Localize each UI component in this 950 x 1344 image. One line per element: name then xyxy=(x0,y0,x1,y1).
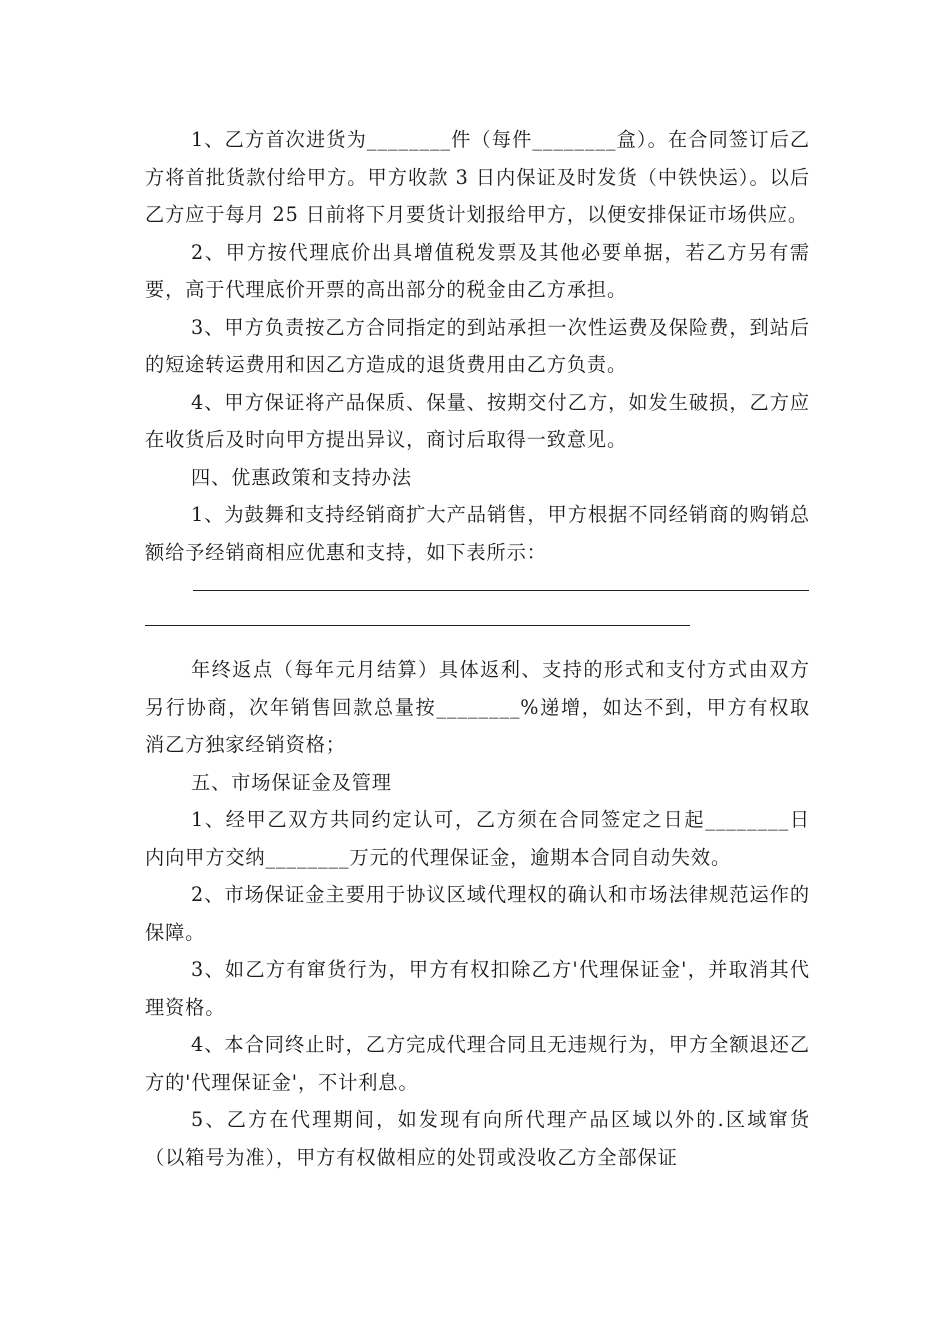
clause-paragraph: 3、如乙方有窜货行为，甲方有权扣除乙方'代理保证金'，并取消其代理资格。 xyxy=(145,958,810,1019)
clause-paragraph: 2、市场保证金主要用于协议区域代理权的确认和市场法律规范运作的保障。 xyxy=(145,883,810,944)
table-placeholder-lines xyxy=(145,571,810,643)
clause-paragraph: 1、经甲乙双方共同约定认可，乙方须在合同签定之日起________日内向甲方交纳________万元的代理保证金，逾期本合同自动失效。 xyxy=(145,808,810,869)
clause-paragraph: 1、为鼓舞和支持经销商扩大产品销售，甲方根据不同经销商的购销总额给予经销商相应优惠和支持，如下表所示： xyxy=(145,503,810,564)
section-heading: 四、优惠政策和支持办法 xyxy=(191,465,412,489)
clause-paragraph: 4、甲方保证将产品保质、保量、按期交付乙方，如发生破损，乙方应在收货后及时向甲方提出异议，商讨后取得一致意见。 xyxy=(145,390,810,451)
document-page xyxy=(145,121,810,1176)
clause-paragraph: 5、乙方在代理期间，如发现有向所代理产品区域以外的.区域窜货（以箱号为准），甲方有权做相应的处罚或没收乙方全部保证 xyxy=(145,1108,810,1169)
blank-line xyxy=(193,590,809,591)
clause-paragraph: 年终返点（每年元月结算）具体返利、支持的形式和支付方式由双方另行协商，次年销售回款总量按________%递增，如达不到，甲方有权取消乙方独家经销资格； xyxy=(145,658,810,756)
clause-paragraph: 3、甲方负责按乙方合同指定的到站承担一次性运费及保险费，到站后的短途转运费用和因乙方造成的退货费用由乙方负责。 xyxy=(145,315,810,376)
clause-paragraph: 2、甲方按代理底价出具增值税发票及其他必要单据，若乙方另有需要，高于代理底价开票的高出部分的税金由乙方承担。 xyxy=(145,240,810,301)
clause-paragraph: 1、乙方首次进货为________件（每件________盒）。在合同签订后乙方将首批货款付给甲方。甲方收款 3 日内保证及时发货（中铁快运）。以后乙方应于每月 25 日前将下月要货计划报给甲方，以便安排保证市场供应。 xyxy=(145,128,810,226)
blank-line xyxy=(145,625,690,626)
clause-paragraph: 4、本合同终止时，乙方完成代理合同且无违规行为，甲方全额退还乙方的'代理保证金'，不计利息。 xyxy=(145,1033,810,1094)
section-heading: 五、市场保证金及管理 xyxy=(191,770,392,794)
